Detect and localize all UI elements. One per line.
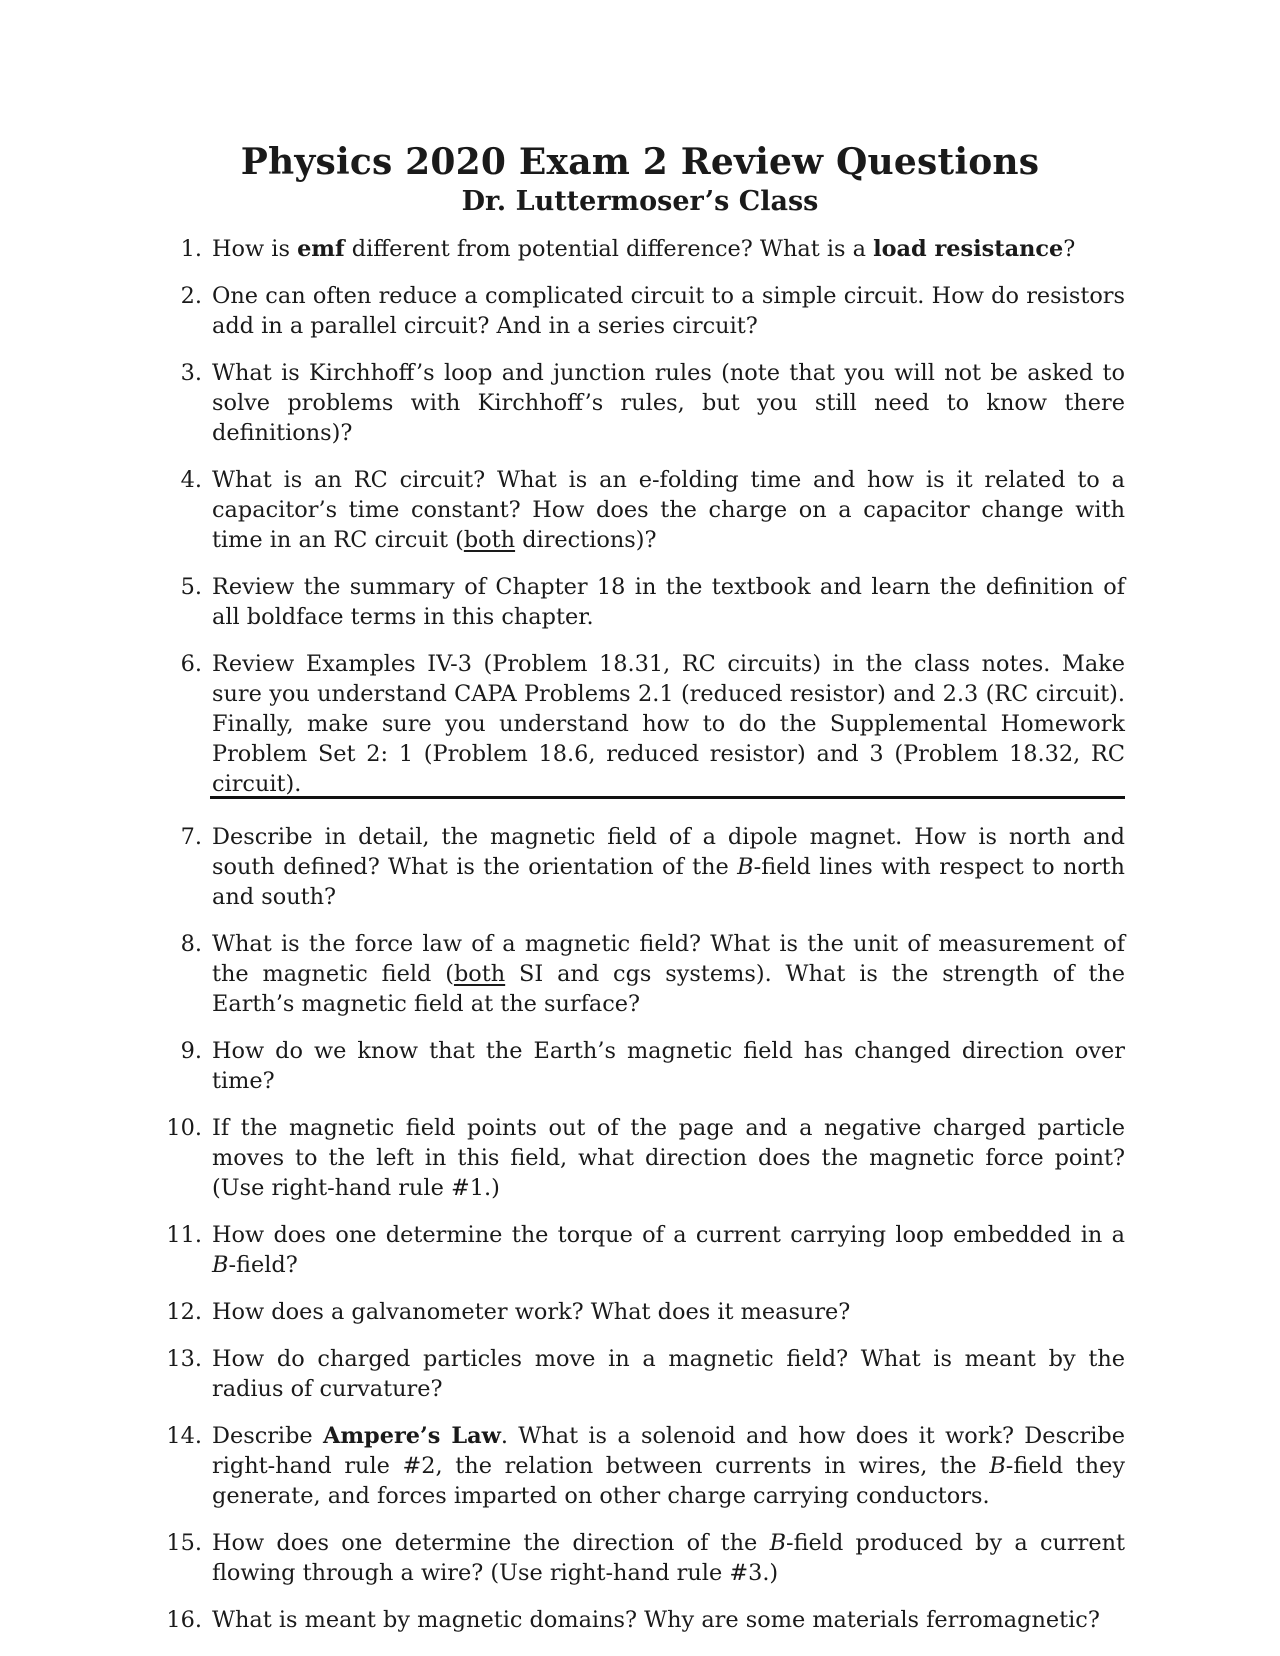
question-number: 7.	[180, 824, 202, 850]
question-item: 5. Review the summary of Chapter 18 in the textbook and learn the definition of all boldface terms in this chapter.	[160, 572, 1125, 632]
page-title: Physics 2020 Exam 2 Review Questions	[240, 141, 1040, 183]
question-number: 3.	[180, 360, 202, 386]
question-number: 8.	[180, 931, 202, 957]
question-item: 15. How does one determine the direction of the B-field produced by a current flowing through a wire? (Use right-hand rule #3.)	[160, 1528, 1125, 1588]
question-number: 5.	[180, 574, 202, 600]
question-number: 16.	[166, 1607, 202, 1633]
question-number: 15.	[166, 1530, 202, 1556]
question-number: 6.	[180, 651, 202, 677]
question-number: 11.	[166, 1222, 202, 1248]
bold-term: load resistance	[873, 236, 1064, 262]
italic-symbol: B	[989, 1453, 1006, 1479]
question-item: 9. How do we know that the Earth’s magnetic field has changed direction over time?	[160, 1036, 1125, 1096]
section-divider	[210, 796, 1125, 799]
question-item: 2. One can often reduce a complicated circuit to a simple circuit. How do resistors add in a parallel circuit? And in a series circuit?	[160, 281, 1125, 341]
question-number: 12.	[166, 1299, 202, 1325]
question-number: 4.	[180, 467, 202, 493]
bold-term: emf	[297, 236, 345, 262]
underlined-term: both	[453, 961, 506, 987]
italic-symbol: B	[737, 854, 754, 880]
question-list-circuits	[160, 234, 1125, 816]
question-list-magnetism	[160, 822, 1125, 1652]
question-item: 11. How does one determine the torque of a current carrying loop embedded in a B-field?	[160, 1220, 1125, 1280]
page-subtitle: Dr. Luttermoser’s Class	[461, 186, 819, 217]
question-item: 10. If the magnetic field points out of the page and a negative charged particle moves to the left in this field, what direction does the magnetic force point? (Use right-hand rule #1.)	[160, 1113, 1125, 1203]
question-item: 4. What is an RC circuit? What is an e-folding time and how is it related to a capacitor’s time constant? How does the charge on a capacitor change with time in an RC circuit (both directions)?	[160, 465, 1125, 555]
underlined-term: both	[463, 527, 516, 553]
italic-symbol: B	[212, 1252, 229, 1278]
question-item: 14. Describe Ampere’s Law. What is a solenoid and how does it work? Describe right-hand rule #2, the relation between currents in wires, the B-field they generate, and forces imparted on other charge carrying conductors.	[160, 1421, 1125, 1511]
question-item: 12. How does a galvanometer work? What does it measure?	[160, 1297, 1125, 1327]
question-item: 13. How do charged particles move in a magnetic field? What is meant by the radius of curvature?	[160, 1344, 1125, 1404]
question-number: 13.	[166, 1346, 202, 1372]
question-item: 1. How is emf different from potential difference? What is a load resistance?	[160, 234, 1125, 264]
question-number: 14.	[166, 1423, 202, 1449]
italic-symbol: B	[769, 1530, 787, 1556]
question-number: 2.	[180, 283, 202, 309]
question-number: 10.	[166, 1115, 202, 1141]
question-item: 16. What is meant by magnetic domains? Why are some materials ferromagnetic?	[160, 1605, 1125, 1635]
question-number: 9.	[180, 1038, 202, 1064]
question-item: 8. What is the force law of a magnetic field? What is the unit of measurement of the magnetic field (both SI and cgs systems). What is the strength of the Earth’s magnetic field at the surface?	[160, 929, 1125, 1019]
question-number: 1.	[180, 236, 202, 262]
question-item: 7. Describe in detail, the magnetic field of a dipole magnet. How is north and south defined? What is the orientation of the B-field lines with respect to north and south?	[160, 822, 1125, 912]
question-item: 6. Review Examples IV-3 (Problem 18.31, RC circuits) in the class notes. Make sure you understand CAPA Problems 2.1 (reduced resistor) and 2.3 (RC circuit). Finally, make sure you understand how to do the Supplemental Homework Problem Set 2: 1 (Problem 18.6, reduced resistor) and 3 (Problem 18.32, RC circuit).	[160, 649, 1125, 799]
question-item: 3. What is Kirchhoff’s loop and junction rules (note that you will not be asked to solve problems with Kirchhoff’s rules, but you still need to know there definitions)?	[160, 358, 1125, 448]
bold-term: Ampere’s Law	[322, 1423, 501, 1449]
